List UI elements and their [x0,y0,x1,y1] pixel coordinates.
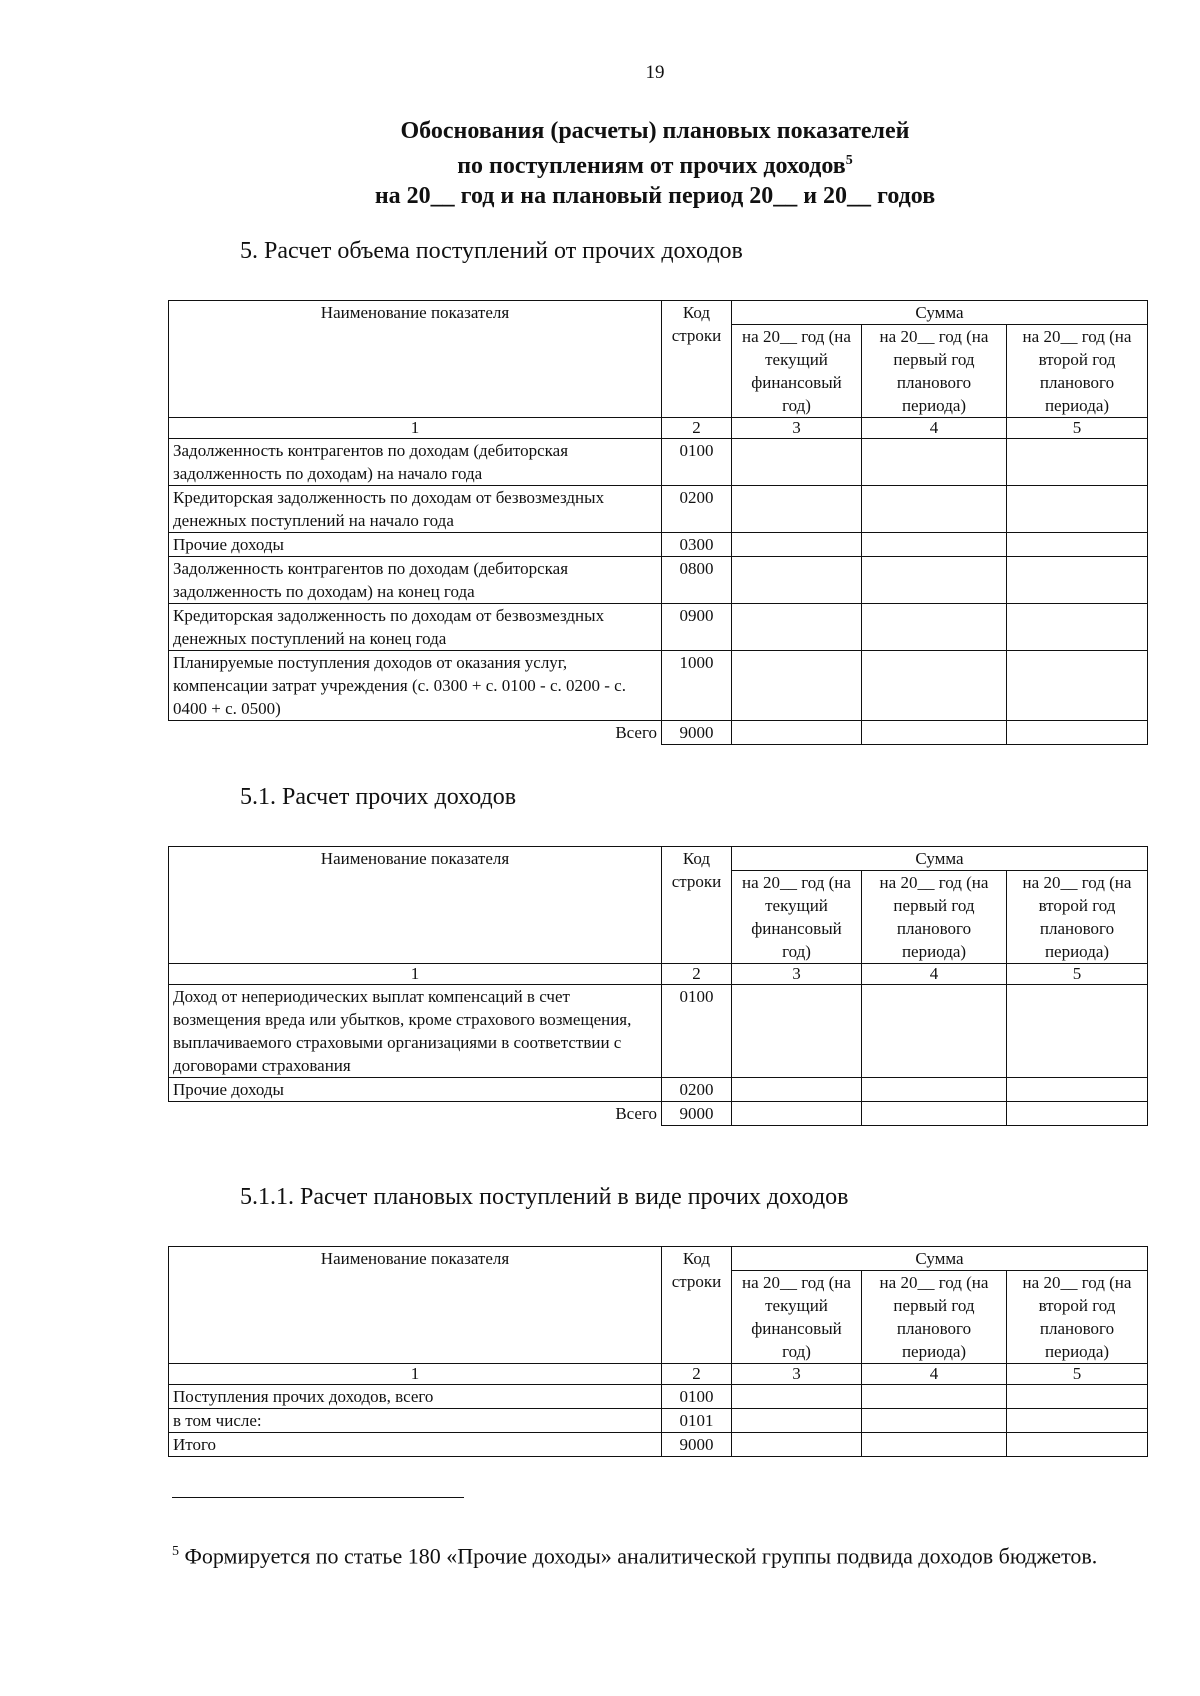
idx-4: 4 [862,964,1007,985]
idx-5: 5 [1007,418,1148,439]
total-code: 9000 [662,1102,732,1126]
header-name: Наименование показателя [169,301,662,418]
cell-col5[interactable] [1007,651,1148,721]
table-row [169,486,1148,533]
idx-4: 4 [862,418,1007,439]
cell-col3[interactable] [732,1385,862,1409]
page-title [0,116,1200,211]
total-label: Всего [169,721,662,745]
table-index-row [169,964,1148,985]
cell-col5[interactable] [1007,985,1148,1078]
idx-3: 3 [732,418,862,439]
section-5-1-table [168,846,1148,1126]
cell-col4[interactable] [862,1385,1007,1409]
row-code: 0100 [662,985,732,1078]
footnote-text: Формируется по статье 180 «Прочие доходы» аналитической группы подвида доходов бюджетов. [179,1543,1098,1569]
cell-col5[interactable] [1007,1078,1148,1102]
row-name: Прочие доходы [169,1078,662,1102]
cell-col3[interactable] [732,1078,862,1102]
idx-5: 5 [1007,964,1148,985]
row-name: Кредиторская задолженность по доходам от безвозмездных денежных поступлений на конец года [169,604,662,651]
section-5-1-1-table [168,1246,1148,1457]
page-number: 19 [645,62,665,83]
header-name: Наименование показателя [169,847,662,964]
cell-col5[interactable] [1007,1102,1148,1126]
table-index-row [169,418,1148,439]
table-row [169,1385,1148,1409]
table-row [169,1433,1148,1457]
row-code: 0200 [662,486,732,533]
table-row [169,533,1148,557]
row-code: 0800 [662,557,732,604]
title-line-2-text: по поступлениям от прочих доходов [457,153,846,179]
cell-col3[interactable] [732,604,862,651]
cell-col3[interactable] [732,721,862,745]
cell-col3[interactable] [732,486,862,533]
table-row [169,1409,1148,1433]
row-name: Прочие доходы [169,533,662,557]
cell-col5[interactable] [1007,557,1148,604]
section-5-heading: 5. Расчет объема поступлений от прочих доходов [240,238,743,264]
cell-col3[interactable] [732,651,862,721]
total-row [169,721,1148,745]
cell-col5[interactable] [1007,1385,1148,1409]
cell-col3[interactable] [732,985,862,1078]
row-code: 0300 [662,533,732,557]
section-5-table [168,300,1148,745]
cell-col5[interactable] [1007,721,1148,745]
idx-1: 1 [169,418,662,439]
cell-col3[interactable] [732,1433,862,1457]
cell-col4[interactable] [862,1409,1007,1433]
header-col4: на 20__ год (на первый год планового периода) [862,1271,1007,1364]
row-code: 1000 [662,651,732,721]
idx-2: 2 [662,964,732,985]
header-col5: на 20__ год (на второй год планового периода) [1007,1271,1148,1364]
cell-col4[interactable] [862,721,1007,745]
cell-col4[interactable] [862,1078,1007,1102]
table-row [169,985,1148,1078]
idx-3: 3 [732,964,862,985]
row-name: Итого [169,1433,662,1457]
footnote [172,1537,1148,1571]
table-index-row [169,1364,1148,1385]
total-row [169,1102,1148,1126]
cell-col4[interactable] [862,439,1007,486]
table-header-row [169,1247,1148,1271]
footnote-ref: 5 [845,153,853,168]
cell-col5[interactable] [1007,533,1148,557]
title-line-3: на 20__ год и на плановый период 20__ и 20__ годов [374,183,936,209]
row-code: 0200 [662,1078,732,1102]
cell-col5[interactable] [1007,486,1148,533]
header-code: Код строки [662,847,732,964]
header-sum: Сумма [732,1247,1148,1271]
row-name: Задолженность контрагентов по доходам (дебиторская задолженность по доходам) на начало года [169,439,662,486]
total-code: 9000 [662,721,732,745]
row-name: Планируемые поступления доходов от оказания услуг, компенсации затрат учреждения (с. 0300 + с. 0100 - с. 0200 - с. 0400 + с. 0500) [169,651,662,721]
row-code: 0101 [662,1409,732,1433]
idx-2: 2 [662,1364,732,1385]
cell-col5[interactable] [1007,1409,1148,1433]
header-code: Код строки [662,301,732,418]
header-name: Наименование показателя [169,1247,662,1364]
section-5-1-heading: 5.1. Расчет прочих доходов [240,784,517,810]
title-line-1: Обоснования (расчеты) плановых показателей [400,118,910,144]
total-label: Всего [169,1102,662,1126]
row-code: 0100 [662,439,732,486]
table-row [169,651,1148,721]
idx-3: 3 [732,1364,862,1385]
header-col3: на 20__ год (на текущий финансовый год) [732,325,862,418]
cell-col4[interactable] [862,985,1007,1078]
row-name: Кредиторская задолженность по доходам от безвозмездных денежных поступлений на начало года [169,486,662,533]
table-row [169,557,1148,604]
cell-col4[interactable] [862,533,1007,557]
header-col5: на 20__ год (на второй год планового периода) [1007,871,1148,964]
row-name: Поступления прочих доходов, всего [169,1385,662,1409]
cell-col4[interactable] [862,1433,1007,1457]
cell-col3[interactable] [732,1409,862,1433]
idx-2: 2 [662,418,732,439]
idx-4: 4 [862,1364,1007,1385]
header-sum: Сумма [732,847,1148,871]
idx-5: 5 [1007,1364,1148,1385]
row-code: 0900 [662,604,732,651]
row-code: 9000 [662,1433,732,1457]
header-col4: на 20__ год (на первый год планового периода) [862,325,1007,418]
header-col5: на 20__ год (на второй год планового периода) [1007,325,1148,418]
cell-col4[interactable] [862,557,1007,604]
table-row [169,1078,1148,1102]
title-line-2 [0,146,1200,181]
cell-col3[interactable] [732,439,862,486]
cell-col5[interactable] [1007,1433,1148,1457]
row-name: в том числе: [169,1409,662,1433]
table-header-row [169,301,1148,325]
header-sum: Сумма [732,301,1148,325]
idx-1: 1 [169,964,662,985]
row-name: Задолженность контрагентов по доходам (дебиторская задолженность по доходам) на конец года [169,557,662,604]
header-col4: на 20__ год (на первый год планового периода) [862,871,1007,964]
table-row [169,439,1148,486]
header-code: Код строки [662,1247,732,1364]
cell-col3[interactable] [732,557,862,604]
footnote-marker: 5 [172,1544,179,1559]
cell-col4[interactable] [862,486,1007,533]
cell-col3[interactable] [732,1102,862,1126]
cell-col4[interactable] [862,604,1007,651]
row-code: 0100 [662,1385,732,1409]
footnote-divider [172,1497,464,1498]
section-5-1-1-heading: 5.1.1. Расчет плановых поступлений в виде прочих доходов [240,1184,849,1210]
cell-col4[interactable] [862,651,1007,721]
idx-1: 1 [169,1364,662,1385]
header-col3: на 20__ год (на текущий финансовый год) [732,871,862,964]
table-header-row [169,847,1148,871]
table-row [169,604,1148,651]
cell-col3[interactable] [732,533,862,557]
row-name: Доход от непериодических выплат компенсаций в счет возмещения вреда или убытков, кроме страхового возмещения, выплачиваемого страховыми организациями в соответствии с договорами страхования [169,985,662,1078]
cell-col5[interactable] [1007,604,1148,651]
header-col3: на 20__ год (на текущий финансовый год) [732,1271,862,1364]
cell-col5[interactable] [1007,439,1148,486]
cell-col4[interactable] [862,1102,1007,1126]
